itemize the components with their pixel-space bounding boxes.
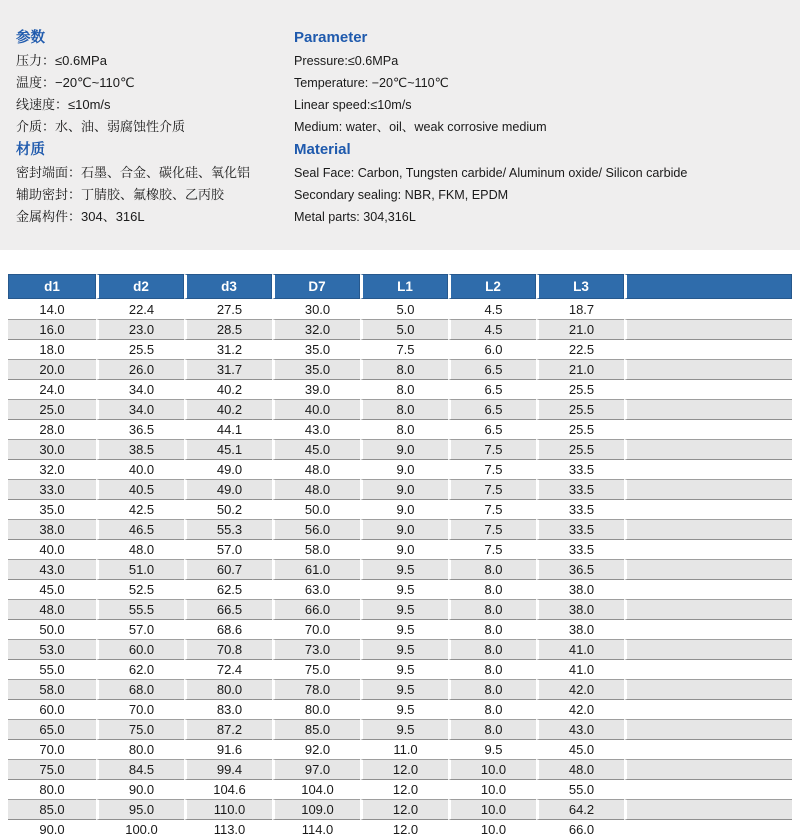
table-cell: 66.0	[536, 819, 624, 839]
table-row	[8, 559, 792, 579]
table-cell: 46.5	[96, 519, 184, 539]
table-cell: 40.5	[96, 479, 184, 499]
table-cell: 9.0	[360, 459, 448, 479]
table-cell: 35.0	[272, 339, 360, 359]
parameter-line-medium-en: Medium: water、oil、weak corrosive medium	[294, 120, 547, 134]
table-cell: 25.5	[536, 439, 624, 459]
table-cell: 50.0	[272, 499, 360, 519]
table-row	[8, 599, 792, 619]
table-cell: 80.0	[272, 699, 360, 719]
table-cell: 104.0	[272, 779, 360, 799]
table-cell: 9.5	[360, 639, 448, 659]
parameters-block-en	[294, 28, 547, 138]
table-cell: 50.2	[184, 499, 272, 519]
table-cell: 73.0	[272, 639, 360, 659]
table-row	[8, 399, 792, 419]
table-cell: 32.0	[272, 319, 360, 339]
table-cell	[624, 299, 792, 319]
table-cell: 25.5	[536, 399, 624, 419]
table-cell: 92.0	[272, 739, 360, 759]
table-cell	[624, 319, 792, 339]
table-cell: 9.5	[360, 579, 448, 599]
material-line-seal-face-en: Seal Face: Carbon, Tungsten carbide/ Aluminum oxide/ Silicon carbide	[294, 166, 688, 180]
table-cell: 10.0	[448, 779, 536, 799]
table-cell: 12.0	[360, 779, 448, 799]
table-cell: 10.0	[448, 759, 536, 779]
table-cell: 109.0	[272, 799, 360, 819]
table-cell: 48.0	[96, 539, 184, 559]
table-cell: 18.7	[536, 299, 624, 319]
table-cell: 83.0	[184, 699, 272, 719]
parameter-line-linear-speed-cn: 线速度：≤10m/s	[16, 97, 111, 112]
table-cell: 91.6	[184, 739, 272, 759]
table-cell: 9.0	[360, 499, 448, 519]
table-row	[8, 799, 792, 819]
table-cell: 24.0	[8, 379, 96, 399]
table-cell: 7.5	[448, 439, 536, 459]
table-header-cell-d1: d1	[8, 274, 96, 299]
table-cell: 18.0	[8, 339, 96, 359]
table-cell: 78.0	[272, 679, 360, 699]
table-row	[8, 759, 792, 779]
table-cell: 85.0	[272, 719, 360, 739]
table-cell: 38.0	[536, 599, 624, 619]
table-cell: 4.5	[448, 299, 536, 319]
table-row	[8, 539, 792, 559]
table-cell: 26.0	[96, 359, 184, 379]
table-row	[8, 479, 792, 499]
table-cell	[624, 379, 792, 399]
table-cell	[624, 479, 792, 499]
table-cell: 8.0	[360, 399, 448, 419]
table-cell: 57.0	[184, 539, 272, 559]
table-cell: 9.0	[360, 479, 448, 499]
table-cell: 33.5	[536, 519, 624, 539]
table-cell: 12.0	[360, 819, 448, 839]
table-cell: 42.5	[96, 499, 184, 519]
table-cell: 20.0	[8, 359, 96, 379]
table-cell: 9.5	[360, 719, 448, 739]
table-cell: 80.0	[96, 739, 184, 759]
table-cell: 40.2	[184, 379, 272, 399]
table-cell: 66.5	[184, 599, 272, 619]
table-cell: 75.0	[96, 719, 184, 739]
table-cell: 6.5	[448, 379, 536, 399]
table-cell: 7.5	[448, 459, 536, 479]
material-line-seal-face-cn: 密封端面：石墨、合金、碳化硅、氧化铝	[16, 165, 251, 180]
table-cell: 28.5	[184, 319, 272, 339]
table-cell: 12.0	[360, 799, 448, 819]
dimensions-table-container	[0, 250, 800, 837]
table-cell: 30.0	[8, 439, 96, 459]
table-cell	[624, 459, 792, 479]
table-cell	[624, 519, 792, 539]
table-cell: 60.0	[96, 639, 184, 659]
table-cell: 33.5	[536, 539, 624, 559]
table-cell: 95.0	[96, 799, 184, 819]
table-cell: 58.0	[272, 539, 360, 559]
table-cell	[624, 359, 792, 379]
table-cell: 45.0	[8, 579, 96, 599]
table-row	[8, 379, 792, 399]
table-cell: 35.0	[8, 499, 96, 519]
parameters-heading-en: Parameter	[294, 29, 368, 46]
table-cell: 33.5	[536, 479, 624, 499]
table-cell: 25.0	[8, 399, 96, 419]
table-cell: 80.0	[8, 779, 96, 799]
table-row	[8, 419, 792, 439]
table-cell: 9.0	[360, 519, 448, 539]
table-cell: 99.4	[184, 759, 272, 779]
table-cell: 8.0	[360, 379, 448, 399]
table-cell	[624, 719, 792, 739]
table-cell: 7.5	[448, 519, 536, 539]
table-cell: 9.5	[360, 659, 448, 679]
table-cell: 28.0	[8, 419, 96, 439]
table-cell	[624, 559, 792, 579]
table-cell: 44.1	[184, 419, 272, 439]
material-block-cn	[16, 140, 250, 228]
table-cell: 55.0	[536, 779, 624, 799]
table-cell: 25.5	[536, 419, 624, 439]
table-cell: 39.0	[272, 379, 360, 399]
table-cell: 25.5	[536, 379, 624, 399]
table-cell: 70.0	[272, 619, 360, 639]
table-cell	[624, 539, 792, 559]
table-cell: 33.5	[536, 459, 624, 479]
table-cell: 52.5	[96, 579, 184, 599]
table-cell	[624, 579, 792, 599]
table-cell: 38.0	[536, 579, 624, 599]
table-cell	[624, 639, 792, 659]
material-heading-cn: 材质	[16, 142, 45, 158]
table-cell: 110.0	[184, 799, 272, 819]
table-cell: 55.0	[8, 659, 96, 679]
table-cell: 97.0	[272, 759, 360, 779]
table-cell: 65.0	[8, 719, 96, 739]
table-row	[8, 619, 792, 639]
table-cell: 45.0	[272, 439, 360, 459]
table-cell: 70.8	[184, 639, 272, 659]
table-cell	[624, 619, 792, 639]
table-cell	[624, 399, 792, 419]
table-cell: 31.2	[184, 339, 272, 359]
table-cell: 48.0	[8, 599, 96, 619]
table-cell: 34.0	[96, 399, 184, 419]
table-row	[8, 639, 792, 659]
table-cell: 56.0	[272, 519, 360, 539]
table-cell	[624, 659, 792, 679]
table-row	[8, 299, 792, 319]
table-cell: 45.0	[536, 739, 624, 759]
table-cell: 8.0	[448, 619, 536, 639]
table-cell: 9.5	[360, 559, 448, 579]
table-cell: 72.4	[184, 659, 272, 679]
table-cell: 9.0	[360, 439, 448, 459]
table-cell: 9.5	[360, 679, 448, 699]
table-row	[8, 719, 792, 739]
table-cell: 22.5	[536, 339, 624, 359]
table-cell: 8.0	[448, 679, 536, 699]
table-cell: 8.0	[360, 419, 448, 439]
table-cell	[624, 679, 792, 699]
table-cell: 36.5	[96, 419, 184, 439]
parameter-line-linear-speed-en: Linear speed:≤10m/s	[294, 98, 412, 112]
table-cell: 57.0	[96, 619, 184, 639]
table-cell: 42.0	[536, 679, 624, 699]
table-cell	[624, 499, 792, 519]
table-cell: 9.5	[360, 699, 448, 719]
table-header-cell-d2: d2	[96, 274, 184, 299]
table-cell: 9.5	[360, 619, 448, 639]
table-cell: 10.0	[448, 819, 536, 839]
table-cell: 104.6	[184, 779, 272, 799]
table-cell: 8.0	[448, 639, 536, 659]
table-cell: 55.5	[96, 599, 184, 619]
table-header-cell-l1: L1	[360, 274, 448, 299]
table-header-cell-l3: L3	[536, 274, 624, 299]
table-cell: 21.0	[536, 319, 624, 339]
table-cell: 62.0	[96, 659, 184, 679]
table-cell: 60.0	[8, 699, 96, 719]
parameter-line-pressure-cn: 压力：≤0.6MPa	[16, 53, 107, 68]
table-cell: 38.5	[96, 439, 184, 459]
table-cell: 8.0	[448, 579, 536, 599]
table-head	[8, 274, 792, 299]
table-cell	[624, 759, 792, 779]
table-cell: 36.5	[536, 559, 624, 579]
table-cell: 38.0	[536, 619, 624, 639]
parameter-line-pressure-en: Pressure:≤0.6MPa	[294, 54, 399, 68]
table-cell: 5.0	[360, 319, 448, 339]
table-cell: 31.7	[184, 359, 272, 379]
specifications-panel	[0, 0, 800, 250]
table-cell	[624, 439, 792, 459]
table-cell: 75.0	[8, 759, 96, 779]
table-cell: 50.0	[8, 619, 96, 639]
table-cell: 27.5	[184, 299, 272, 319]
table-cell: 16.0	[8, 319, 96, 339]
parameters-block-cn	[16, 28, 185, 138]
table-cell: 85.0	[8, 799, 96, 819]
table-cell: 41.0	[536, 639, 624, 659]
table-cell: 34.0	[96, 379, 184, 399]
parameter-line-medium-cn: 介质：水、油、弱腐蚀性介质	[16, 119, 186, 134]
table-cell: 43.0	[536, 719, 624, 739]
table-cell: 40.0	[96, 459, 184, 479]
table-cell: 61.0	[272, 559, 360, 579]
table-cell: 80.0	[184, 679, 272, 699]
table-cell: 9.5	[360, 599, 448, 619]
table-cell: 42.0	[536, 699, 624, 719]
table-cell: 7.5	[448, 479, 536, 499]
table-cell: 113.0	[184, 819, 272, 839]
table-row	[8, 699, 792, 719]
table-row	[8, 319, 792, 339]
table-cell: 33.0	[8, 479, 96, 499]
table-row	[8, 659, 792, 679]
table-cell: 90.0	[8, 819, 96, 839]
table-cell	[624, 699, 792, 719]
table-cell: 40.2	[184, 399, 272, 419]
table-row	[8, 679, 792, 699]
material-line-metal-parts-en: Metal parts: 304,316L	[294, 210, 416, 224]
table-header-cell-d3: d3	[184, 274, 272, 299]
table-header-cell-d7: D7	[272, 274, 360, 299]
table-row	[8, 439, 792, 459]
table-cell: 21.0	[536, 359, 624, 379]
table-row	[8, 739, 792, 759]
table-cell: 8.0	[448, 599, 536, 619]
table-cell: 6.5	[448, 359, 536, 379]
table-cell: 75.0	[272, 659, 360, 679]
table-cell: 45.1	[184, 439, 272, 459]
table-cell: 68.0	[96, 679, 184, 699]
table-cell: 58.0	[8, 679, 96, 699]
table-cell: 63.0	[272, 579, 360, 599]
table-cell: 41.0	[536, 659, 624, 679]
table-cell: 5.0	[360, 299, 448, 319]
table-cell: 23.0	[96, 319, 184, 339]
table-cell: 53.0	[8, 639, 96, 659]
table-cell: 90.0	[96, 779, 184, 799]
table-cell: 12.0	[360, 759, 448, 779]
material-line-secondary-sealing-en: Secondary sealing: NBR, FKM, EPDM	[294, 188, 509, 202]
table-row	[8, 459, 792, 479]
table-cell: 60.7	[184, 559, 272, 579]
table-cell: 8.0	[448, 659, 536, 679]
table-cell: 64.2	[536, 799, 624, 819]
table-cell: 14.0	[8, 299, 96, 319]
table-cell: 38.0	[8, 519, 96, 539]
table-cell: 84.5	[96, 759, 184, 779]
table-cell: 4.5	[448, 319, 536, 339]
table-cell: 7.5	[448, 539, 536, 559]
table-cell: 70.0	[8, 739, 96, 759]
table-cell: 55.3	[184, 519, 272, 539]
parameter-line-temperature-cn: 温度：−20℃~110℃	[16, 75, 135, 90]
table-cell: 43.0	[8, 559, 96, 579]
table-row	[8, 819, 792, 839]
parameter-line-temperature-en: Temperature: −20℃~110℃	[294, 76, 449, 90]
dimensions-table	[8, 274, 792, 839]
table-cell: 9.5	[448, 739, 536, 759]
table-cell: 70.0	[96, 699, 184, 719]
table-row	[8, 579, 792, 599]
table-header-row	[8, 274, 792, 299]
table-cell: 6.5	[448, 419, 536, 439]
table-cell: 9.0	[360, 539, 448, 559]
table-cell: 87.2	[184, 719, 272, 739]
table-cell: 7.5	[360, 339, 448, 359]
table-cell: 32.0	[8, 459, 96, 479]
table-cell: 8.0	[448, 699, 536, 719]
table-cell	[624, 419, 792, 439]
table-body	[8, 299, 792, 839]
table-cell: 49.0	[184, 459, 272, 479]
table-cell: 48.0	[272, 459, 360, 479]
material-heading-en: Material	[294, 141, 351, 158]
table-cell: 100.0	[96, 819, 184, 839]
table-cell: 68.6	[184, 619, 272, 639]
table-cell: 25.5	[96, 339, 184, 359]
table-cell: 51.0	[96, 559, 184, 579]
table-row	[8, 779, 792, 799]
table-cell: 35.0	[272, 359, 360, 379]
table-header-cell-blank	[624, 274, 792, 299]
table-cell: 114.0	[272, 819, 360, 839]
table-cell: 10.0	[448, 799, 536, 819]
table-cell: 7.5	[448, 499, 536, 519]
table-cell: 22.4	[96, 299, 184, 319]
table-cell: 48.0	[536, 759, 624, 779]
table-cell: 43.0	[272, 419, 360, 439]
table-cell: 6.5	[448, 399, 536, 419]
table-cell: 30.0	[272, 299, 360, 319]
table-cell: 6.0	[448, 339, 536, 359]
material-line-secondary-sealing-cn: 辅助密封：丁腈胶、氟橡胶、乙丙胶	[16, 187, 225, 202]
table-cell: 62.5	[184, 579, 272, 599]
table-row	[8, 339, 792, 359]
table-header-cell-l2: L2	[448, 274, 536, 299]
table-cell	[624, 819, 792, 839]
material-line-metal-parts-cn: 金属构件：304、316L	[16, 209, 145, 224]
table-cell: 11.0	[360, 739, 448, 759]
table-cell	[624, 599, 792, 619]
table-row	[8, 519, 792, 539]
material-block-en	[294, 140, 687, 228]
table-cell: 33.5	[536, 499, 624, 519]
table-row	[8, 499, 792, 519]
table-cell: 40.0	[272, 399, 360, 419]
table-cell	[624, 339, 792, 359]
table-cell: 8.0	[448, 719, 536, 739]
table-cell: 8.0	[360, 359, 448, 379]
table-cell: 49.0	[184, 479, 272, 499]
table-cell: 8.0	[448, 559, 536, 579]
table-cell	[624, 779, 792, 799]
table-cell: 48.0	[272, 479, 360, 499]
parameters-heading-cn: 参数	[16, 30, 45, 46]
table-row	[8, 359, 792, 379]
table-cell: 40.0	[8, 539, 96, 559]
table-cell: 66.0	[272, 599, 360, 619]
table-cell	[624, 739, 792, 759]
table-cell	[624, 799, 792, 819]
